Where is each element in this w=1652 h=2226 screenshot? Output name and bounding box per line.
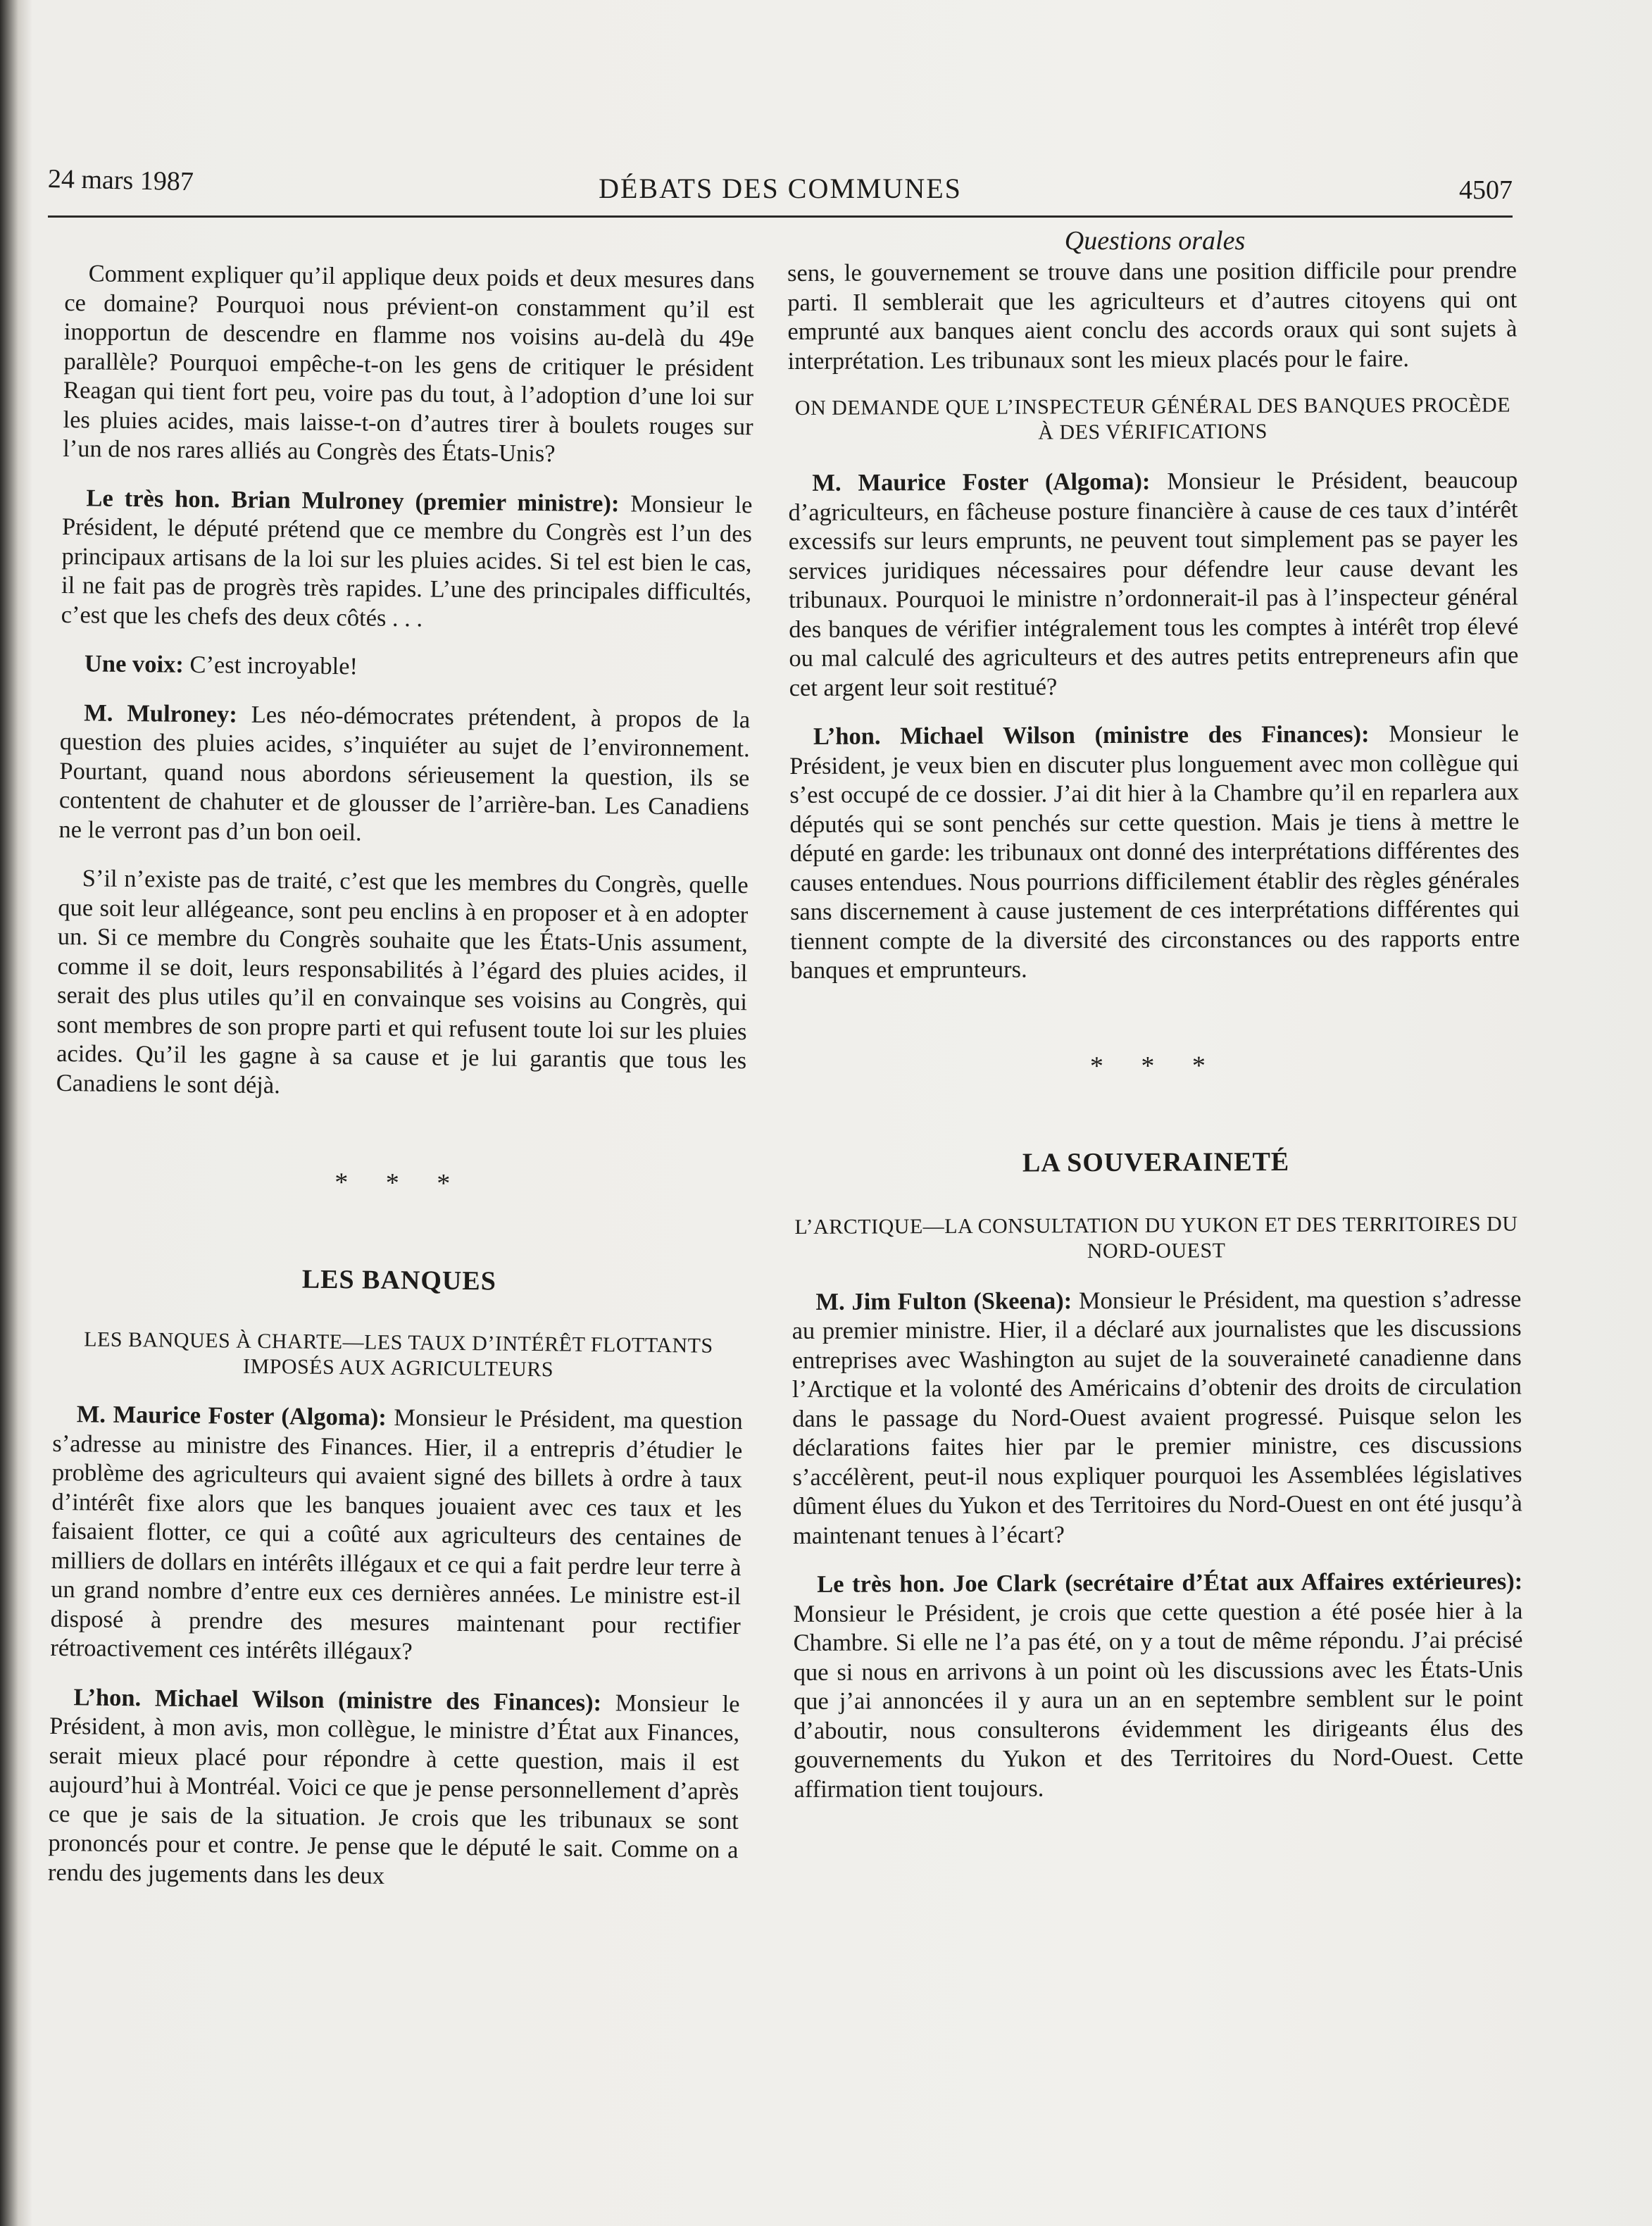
speech-text: Monsieur le Président, le député prétend que ce membre du Congrès est l’un des principaux artisans de la loi sur les pluies acides. Si tel est bien le cas, il ne fait pas de progrès très rapides. L’une des principales difficultés, c’est que les chefs des deux côtés . . . <box>61 489 753 632</box>
speaker-name: M. Maurice Foster (Algoma): <box>76 1401 387 1431</box>
speech-text: Les néo-démocrates prétendent, à propos de la question des pluies acides, s’inquiéter au sujet de l’environnement. Pourtant, quand nous abordons sérieusement la question, ils se contentent de chahuter et de glousser de l’arrière-ban. Les Canadiens ne le verront pas d’un bon oeil. <box>58 701 751 846</box>
paragraph: sens, le gouvernement se trouve dans une position difficile pour prendre parti. Il semblerait que les agriculteurs et d’autres citoyens qui ont emprunté aux banques aient conclu des accords oraux qui sont sujets à interprétation. Les tribunaux sont les mieux placés pour le faire. <box>787 256 1518 375</box>
left-column <box>47 259 754 1914</box>
paragraph <box>61 483 752 637</box>
speech-text: Monsieur le Président, je crois que cette question a été posée hier à la Chambre. Si elle ne l’a pas été, on y a tout de même répondu. J’ai précisé que si nous en arrivons à un point où les discussions avec les États-Unis que j’ai annoncées il y aura un an en septembre semblent sur le point d’aboutir, nous consulterons évidemment les dirigeants élus des gouvernements du Yukon et des Territoires du Nord-Ouest. Cette affirmation tient toujours. <box>793 1596 1524 1803</box>
paragraph: Comment expliquer qu’il applique deux poids et deux mesures dans ce domaine? Pourquoi nous prévient-on constamment qu’il est inopportun de descendre en flamme nos voisins au-delà du 49e parallèle? Pourquoi empêche-t-on les gens de critiquer le président Reagan qui tient fort peu, voire pas du tout, à l’adoption d’une loi sur les pluies acides, mais laisse-t-on d’autres tirer à boulets rouges sur l’un de nos rares alliés au Congrès des États-Unis? <box>62 260 755 468</box>
speaker-name: Une voix: <box>84 650 184 678</box>
paragraph: S’il n’existe pas de traité, c’est que les membres du Congrès, quelle que soit leur allégeance, sont peu enclins à en proposer et à en adopter un. Si ce membre du Congrès souhaite que les États-Unis assument, comme il se doit, leurs responsabilités à l’égard des pluies acides, il serait des plus utiles qu’il en convainque ses voisins au Congrès, qui sont membres de son propre parti et qui refusent toute loi sur les pluies acides. Qu’il les gagne à sa cause et je lui garantis que tous les Canadiens le sont déjà. <box>56 865 749 1099</box>
section-separator: * * * <box>334 1168 466 1199</box>
header-date: 24 mars 1987 <box>47 164 194 197</box>
speaker-name: L’hon. Michael Wilson (ministre des Finances): <box>813 720 1370 750</box>
speech-text: Monsieur le Président, ma question s’adresse au premier ministre. Hier, il a déclaré aux journalistes que les discussions entreprises avec Washington au sujet de la souveraineté canadienne dans l’Arctique et la volonté des Américains d’obtenir des droits de circulation dans le passage du Nord-Ouest avaient progressé. Puisque selon les déclarations faites hier par le premier ministre, ces discussions s’accélèrent, peut-il nous expliquer pourquoi les Assemblées législatives dûment élues du Yukon et des Territoires du Nord-Ouest en ont été jusqu’à maintenant tenues à l’écart? <box>791 1284 1522 1549</box>
speech-text: C’est incroyable! <box>183 651 358 680</box>
speaker-name: Le très hon. Joe Clark (secrétaire d’État aux Affaires extérieures): <box>817 1568 1523 1598</box>
header-title: DÉBATS DES COMMUNES <box>599 173 962 204</box>
paragraph <box>788 465 1518 703</box>
section-header: Questions orales <box>1064 226 1246 256</box>
speaker-name: L’hon. Michael Wilson (ministre des Finances): <box>73 1683 602 1716</box>
subsection-title: LES BANQUES À CHARTE—LES TAUX D’INTÉRÊT FLOTTANTS IMPOSÉS AUX AGRICULTEURS <box>84 1327 713 1382</box>
speaker-name: M. Jim Fulton (Skeena): <box>815 1287 1072 1315</box>
subsection-title: L’ARCTIQUE—LA CONSULTATION DU YUKON ET DES TERRITOIRES DU NORD-OUEST <box>794 1211 1518 1263</box>
paragraph <box>58 698 750 851</box>
speaker-name: M. Maurice Foster (Algoma): <box>812 468 1151 496</box>
paragraph <box>789 719 1520 985</box>
paragraph <box>61 649 751 686</box>
paragraph <box>793 1567 1523 1804</box>
speech-text: Monsieur le Président, je veux bien en discuter plus longuement avec mon collègue qui s’est occupé de ce dossier. J’ai dit hier à la Chambre qu’il en reparlera aux députés qui se sont penchés sur cette question. Mais je tiens à mettre le député en garde: les tribunaux ont donné des interprétations différentes des causes entendues. Nous pourrions difficilement établir des règles générales sans discernement à cause justement de ces interprétations différentes qui tiennent compte de la diversité des circonstances ou des rapports entre banques et emprunteurs. <box>789 720 1520 984</box>
page-number: 4507 <box>1459 175 1513 205</box>
paragraph <box>50 1400 743 1670</box>
speech-text: Monsieur le Président, beaucoup d’agriculteurs, en fâcheuse posture financière à cause de ces taux d’intérêt excessifs sur leurs emprunts, ne peuvent tout simplement pas se payer les services juridiques nécessaires pour défendre leur cause devant les tribunaux. Pourquoi le ministre n’ordonnerait-il pas à l’inspecteur général des banques de vérifier intégralement tous les comptes à intérêt trop élevé ou mal calculé des agriculteurs et des autres petits entrepreneurs afin que cet argent leur soit restitué? <box>788 466 1519 701</box>
page-header <box>48 162 1513 218</box>
speech-text: Monsieur le Président, à mon avis, mon collègue, le ministre d’État aux Finances, serait mieux placé pour répondre à cette question, mais il est aujourd’hui à Montréal. Voici ce que je pense personnellement d’après ce que je sais de la situation. Je crois que les tribunaux se sont prononcés pour et contre. Je pense que le député le sait. Comme on a rendu des jugements dans les deux <box>47 1689 740 1889</box>
section-separator: * * * <box>1089 1050 1222 1081</box>
speech-text: Monsieur le Président, ma question s’adresse au ministre des Finances. Hier, il a entrepris d’étudier le problème des agriculteurs qui avaient signé des billets à ordre à taux d’intérêt fixe alors que les banques jouaient avec ces taux et les faisaient flotter, ce qui a coûté aux agriculteurs des centaines de milliers de dollars en intérêts illégaux et ce qui a fait perdre leur terre à un grand nombre d’entre eux ces dernières années. Le ministre est-il disposé à prendre des mesures maintenant pour rectifier rétroactivement ces intérêts illégaux? <box>50 1403 743 1665</box>
paragraph <box>791 1284 1522 1551</box>
speaker-name: M. Mulroney: <box>84 699 238 728</box>
right-column <box>787 256 1524 1823</box>
paragraph <box>48 1682 740 1894</box>
subsection-title: ON DEMANDE QUE L’INSPECTEUR GÉNÉRAL DES BANQUES PROCÈDE À DES VÉRIFICATIONS <box>794 393 1511 444</box>
speaker-name: Le très hon. Brian Mulroney (premier ministre): <box>86 484 620 517</box>
section-title: LA SOUVERAINETÉ <box>1022 1146 1290 1178</box>
section-title: LES BANQUES <box>301 1264 497 1296</box>
